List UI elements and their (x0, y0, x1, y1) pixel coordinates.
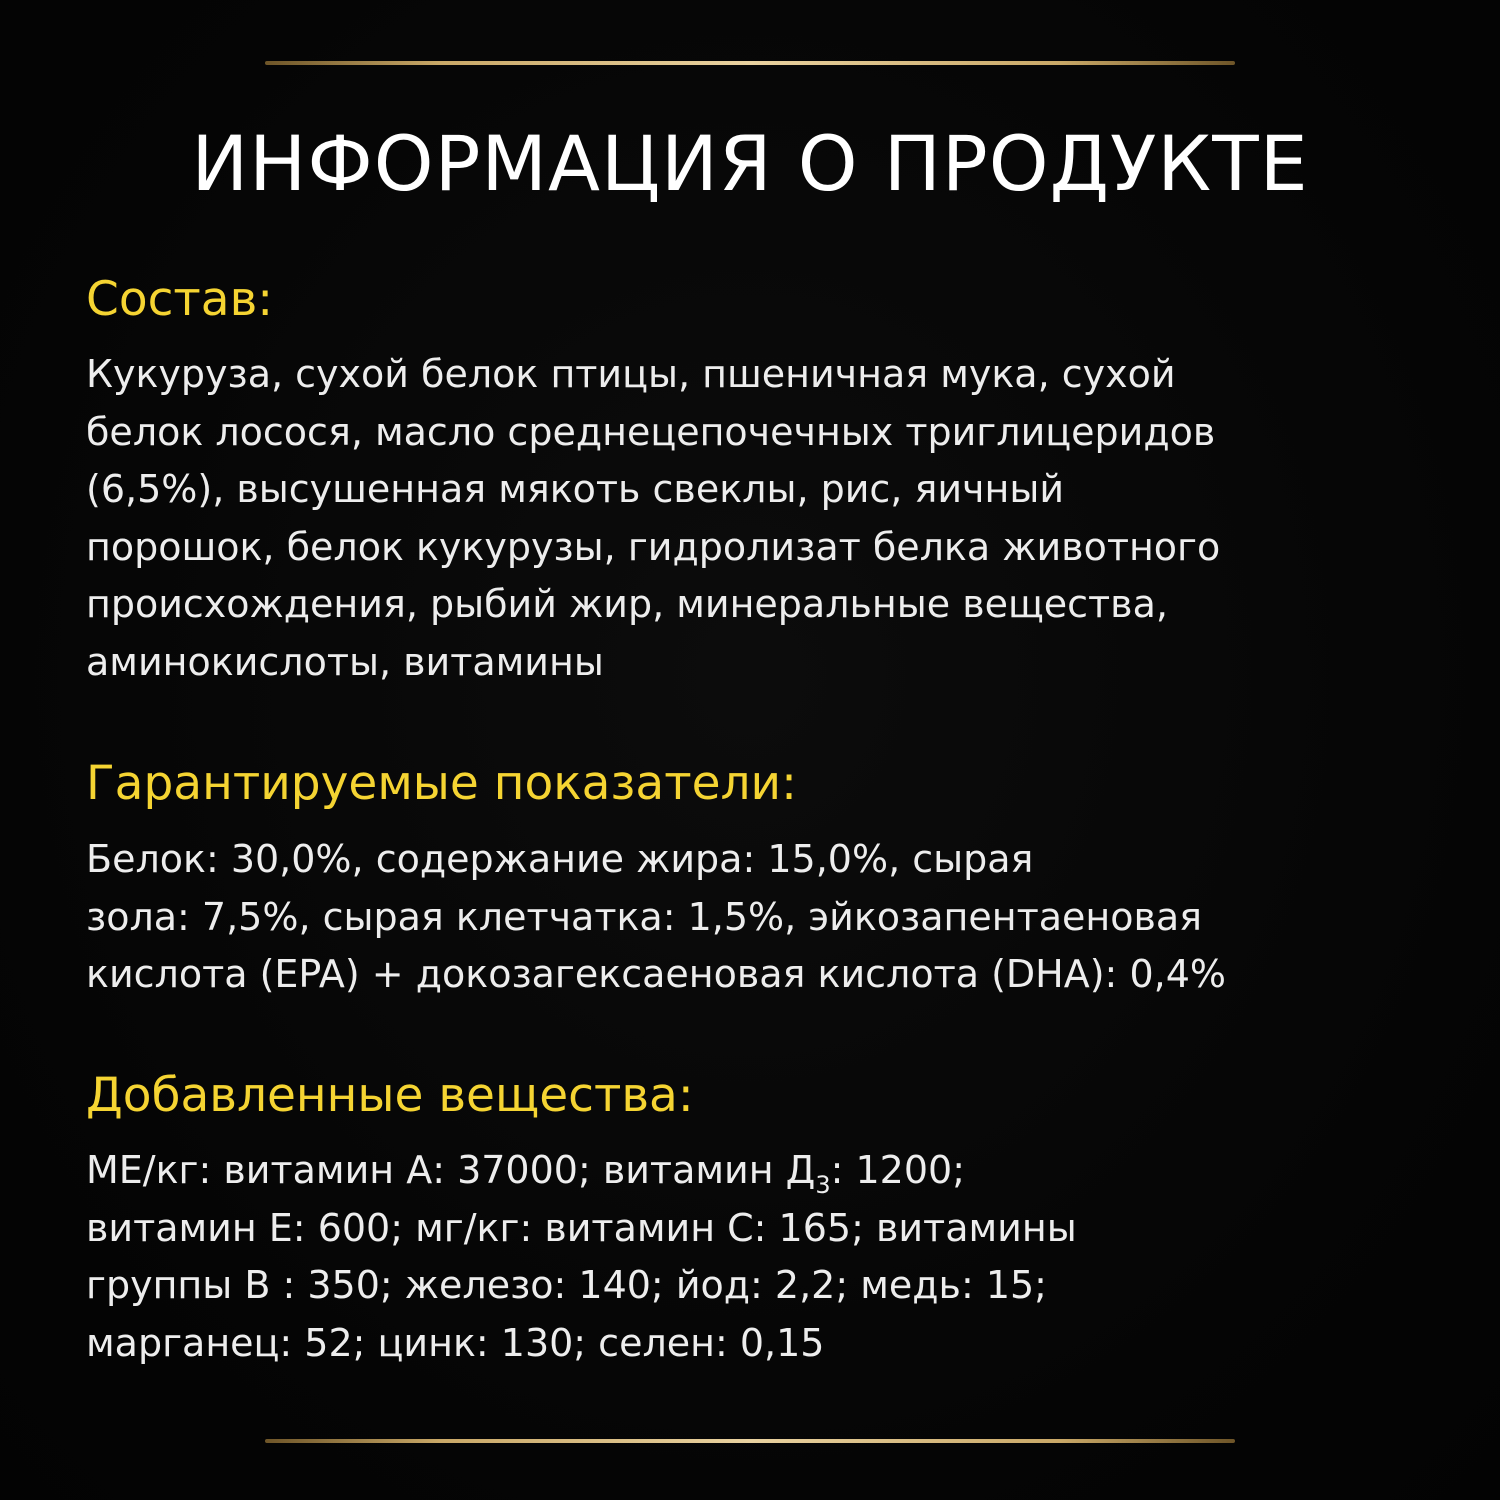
top-gold-divider (265, 61, 1235, 65)
guaranteed-line: Белок: 30,0%, содержание жира: 15,0%, сырая (86, 837, 1034, 881)
additives-line: витамин Е: 600; мг/кг: витамин С: 165; витамины (86, 1205, 1077, 1250)
additives-line-first-start: МЕ/кг: витамин А: 37000; витамин Д (86, 1148, 816, 1192)
additives-line: группы В : 350; железо: 140; йод: 2,2; медь: 15; (86, 1263, 1047, 1307)
additives-line: марганец: 52; цинк: 130; селен: 0,15 (86, 1320, 825, 1365)
guaranteed-line: кислота (EPA) + докозагексаеновая кислота (DHA): 0,4% (86, 952, 1226, 996)
vitamin-d-subscript: 3 (815, 1171, 831, 1199)
composition-heading: Состав: (86, 272, 274, 327)
composition-line: белок лосося, масло среднецепочечных триглицеридов (86, 409, 1216, 454)
composition-line: (6,5%), высушенная мякоть свеклы, рис, яичный (86, 467, 1065, 511)
additives-line-first (86, 1142, 1406, 1200)
bottom-gold-divider (265, 1439, 1235, 1443)
page-title: ИНФОРМАЦИЯ О ПРОДУКТЕ (191, 119, 1309, 208)
additives-text (86, 1142, 1406, 1372)
composition-text (86, 346, 1406, 691)
additives-line-first-end: : 1200; (830, 1148, 966, 1192)
guaranteed-line: зола: 7,5%, сырая клетчатка: 1,5%, эйкозапентаеновая (86, 894, 1203, 939)
composition-line: происхождения, рыбий жир, минеральные вещества, (86, 582, 1168, 626)
guaranteed-heading: Гарантируемые показатели: (86, 756, 797, 811)
composition-line: порошок, белок кукурузы, гидролизат белка животного (86, 524, 1221, 569)
additives-heading: Добавленные вещества: (86, 1068, 694, 1123)
guaranteed-text (86, 831, 1406, 1004)
composition-line: аминокислоты, витамины (86, 639, 604, 684)
composition-line: Кукуруза, сухой белок птицы, пшеничная мука, сухой (86, 352, 1176, 396)
